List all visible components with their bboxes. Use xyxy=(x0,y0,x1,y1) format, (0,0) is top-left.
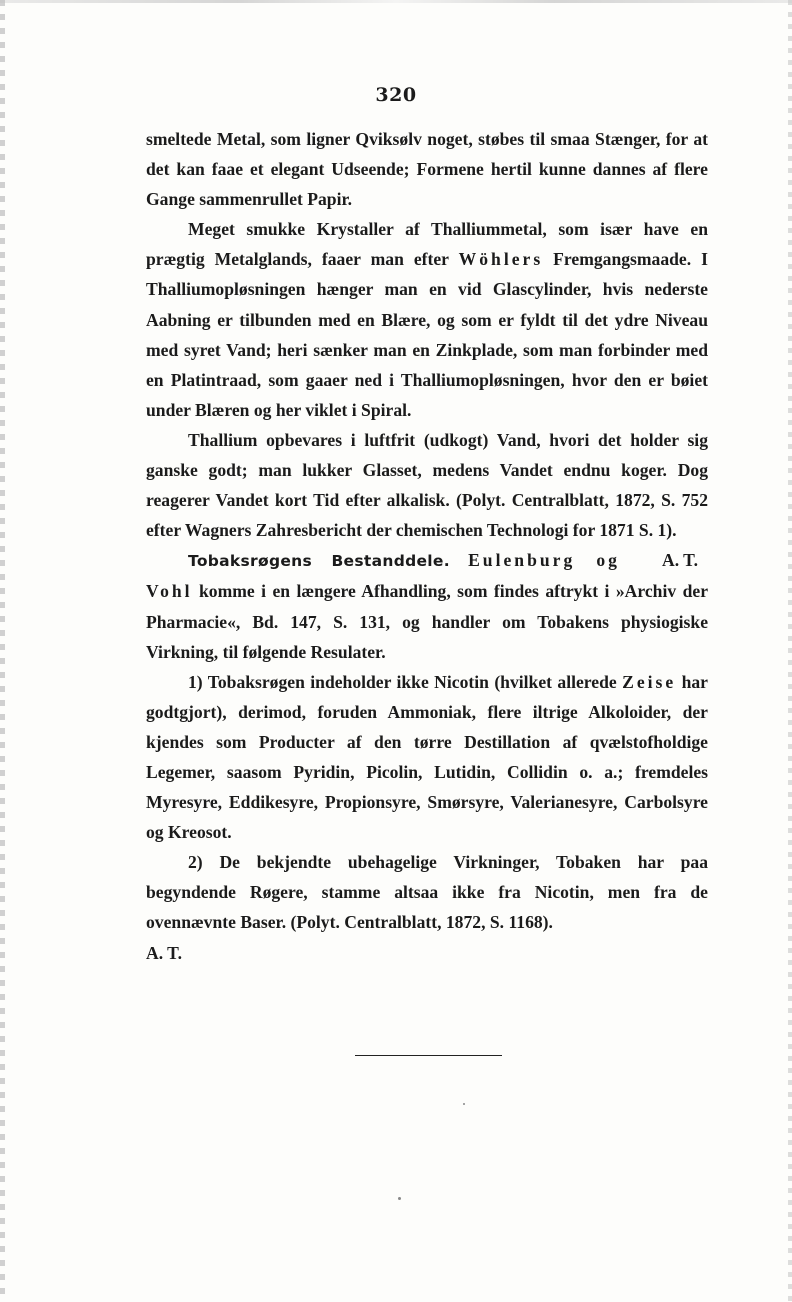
section-divider-rule xyxy=(355,1055,502,1056)
paragraph-5-text-before: 1) Tobaksrøgen indeholder ikke Nicotin (hvilket allerede xyxy=(188,671,623,692)
scan-right-edge xyxy=(788,0,792,1302)
scan-speck xyxy=(463,1103,465,1105)
paragraph-2-text-before: Meget smukke Krystaller af Thalliummetal, som især have en prægtig Metalglands, faaer man efter xyxy=(146,219,708,270)
author-names-eulenburg-vohl: Eulenburg og Vohl xyxy=(146,550,620,602)
scan-speck xyxy=(398,1197,401,1200)
paragraph-5 xyxy=(146,667,708,848)
scan-top-edge xyxy=(0,0,792,3)
paragraph-1: smeltede Metal, som ligner Qviksølv noget, støbes til smaa Stænger, for at det kan faae et elegant Udseende; Formene hertil kunne dannes af flere Gange sammenrullet Papir. xyxy=(146,129,708,210)
scan-left-edge xyxy=(0,0,5,1302)
body-text xyxy=(146,124,708,968)
paragraph-3-text: Thallium opbevares i luftfrit (udkogt) Vand, hvori det holder sig ganske godt; man lukker Glasset, medens Vandet endnu koger. Dog reagerer Vandet kort Tid efter alkalisk. (Polyt. Centralblatt, 1872, S. 752 efter Wagners Zahresbericht der chemischen Technologi for 1871 S. 1). xyxy=(146,429,708,541)
author-name-wohlers: Wöhlers xyxy=(458,249,544,270)
signature-1: A. T. xyxy=(661,550,698,571)
paragraph-6: 2) De bekjendte ubehagelige Virkninger, Tobaken har paa begyndende Røgere, stamme altsaa ikke fra Nicotin, men fra de ovennævnte Baser. (Polyt. Centralblatt, 1872, S. 1168). xyxy=(146,852,708,933)
section-heading: Tobaksrøgens Bestanddele. xyxy=(188,552,450,571)
page-number: 320 xyxy=(375,84,417,106)
paragraph-4-text: komme i en længere Afhandling, som findes aftrykt i »Archiv der Pharmacie«, Bd. 147, S. 131, og handler om Tobakens physiogiske Virkning, til følgende Resulater. xyxy=(146,581,708,662)
author-name-zeise: Zeise xyxy=(622,671,677,692)
paragraph-5-text-after: har godtgjort), derimod, foruden Ammoniak, flere iltrige Alkoloider, der kjendes som Producter af den tørre Destillation af qvælstofholdige Legemer, saasom Pyridin, Picolin, Lutidin, Collidin o. a.; fremdeles Myresyre, Eddikesyre, Propionsyre, Smørsyre, Valerianesyre, Carbolsyre og Kreosot. xyxy=(146,671,708,843)
paragraph-2 xyxy=(146,214,708,425)
signature-2: A. T. xyxy=(146,942,183,963)
paragraph-2-text-after: Fremgangsmaade. I Thalliumopløsningen hænger man en vid Glascylinder, hvis nederste Aabning er tilbunden med en Blære, og som er fyldt til det ydre Niveau med syret Vand; heri sænker man en Zinkplade, som man forbinder med en Platintraad, som gaaer ned i Thalliumopløsningen, hvor den er bøiet under Blæren og her viklet i Spiral. xyxy=(146,249,708,420)
